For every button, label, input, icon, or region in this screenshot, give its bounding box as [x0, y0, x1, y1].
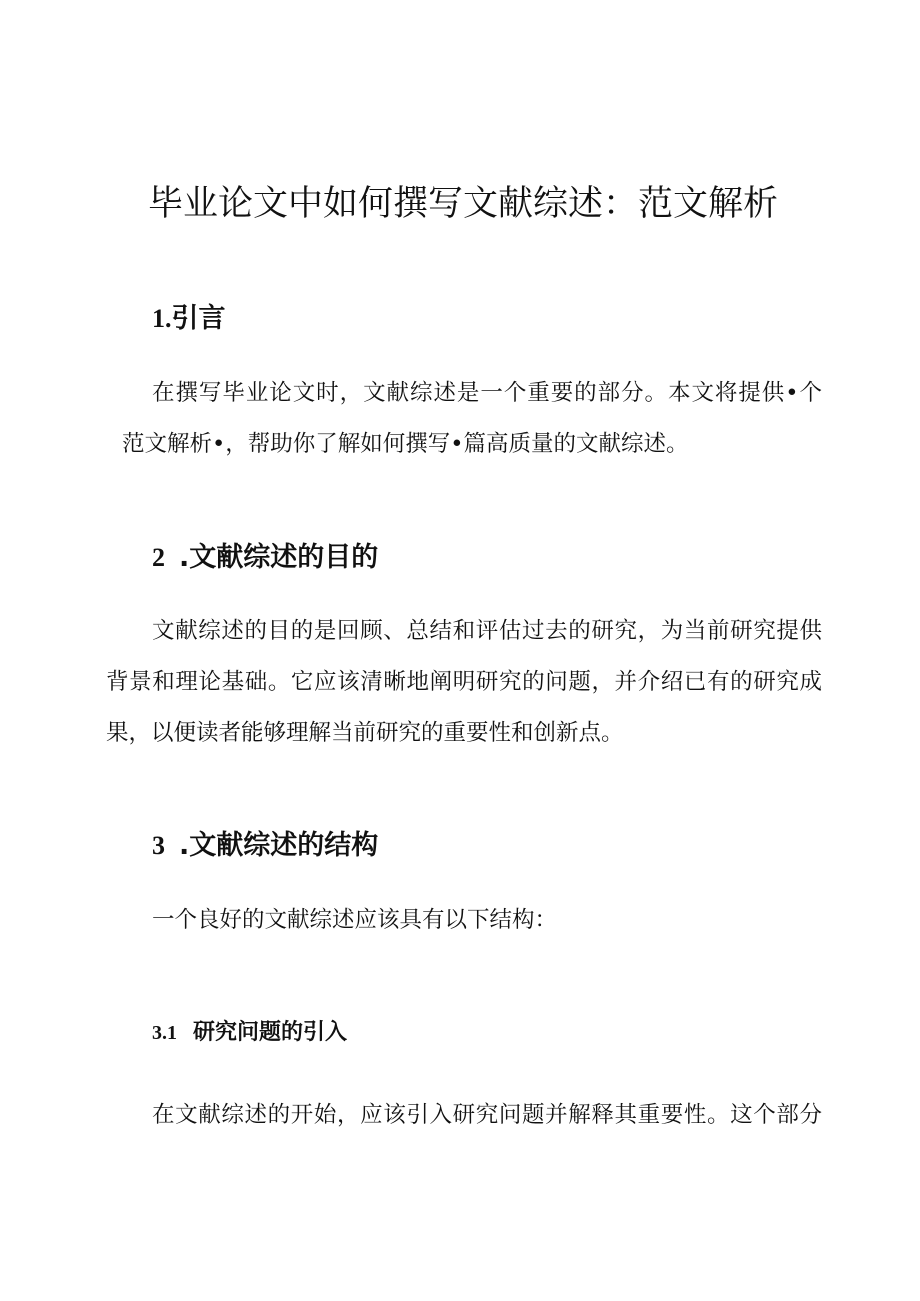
paragraph-line: 一个良好的文献综述应该具有以下结构： — [152, 907, 558, 933]
section-title-1: 引言 — [171, 303, 226, 334]
section-title-3: .文献综述的结构 — [179, 830, 379, 861]
section-paragraph-2 — [106, 606, 822, 759]
section-title-2: .文献综述的目的 — [179, 542, 379, 573]
paragraph-line: 在文献综述的开始，应该引入研究问题并解释其重要性。这个部分 — [152, 1102, 822, 1128]
paragraph-line: 文献综述的目的是回顾、总结和评估过去的研究，为当前研究提供 — [152, 618, 822, 644]
paragraph-line: 果，以便读者能够理解当前研究的重要性和创新点。 — [106, 720, 624, 746]
section-paragraph-1 — [106, 368, 822, 470]
section-heading-3 — [152, 823, 378, 862]
section-paragraph-3 — [106, 895, 822, 946]
section-number-2: 2 — [152, 543, 165, 572]
section-number-3: 3 — [152, 831, 165, 860]
paragraph-line: 背景和理论基础。它应该清晰地阐明研究的问题，并介绍已有的研究成 — [106, 669, 822, 695]
subsection-paragraph-3-1 — [106, 1090, 822, 1141]
section-heading-2 — [152, 535, 378, 574]
paragraph-line: 范文解析•，帮助你了解如何撰写•篇高质量的文献综述。 — [122, 431, 689, 457]
subsection-title-3-1: 研究问题的引入 — [193, 1020, 348, 1045]
document-title: 毕业论文中如何撰写文献综述：范文解析 — [148, 184, 779, 224]
paragraph-line: 在撰写毕业论文时，文献综述是一个重要的部分。本文将提供•个 — [152, 380, 822, 406]
subsection-number-3-1: 3.1 — [152, 1022, 177, 1044]
subsection-heading-3-1 — [152, 1015, 347, 1046]
section-number-1: 1. — [152, 304, 172, 333]
section-heading-1 — [152, 296, 226, 335]
